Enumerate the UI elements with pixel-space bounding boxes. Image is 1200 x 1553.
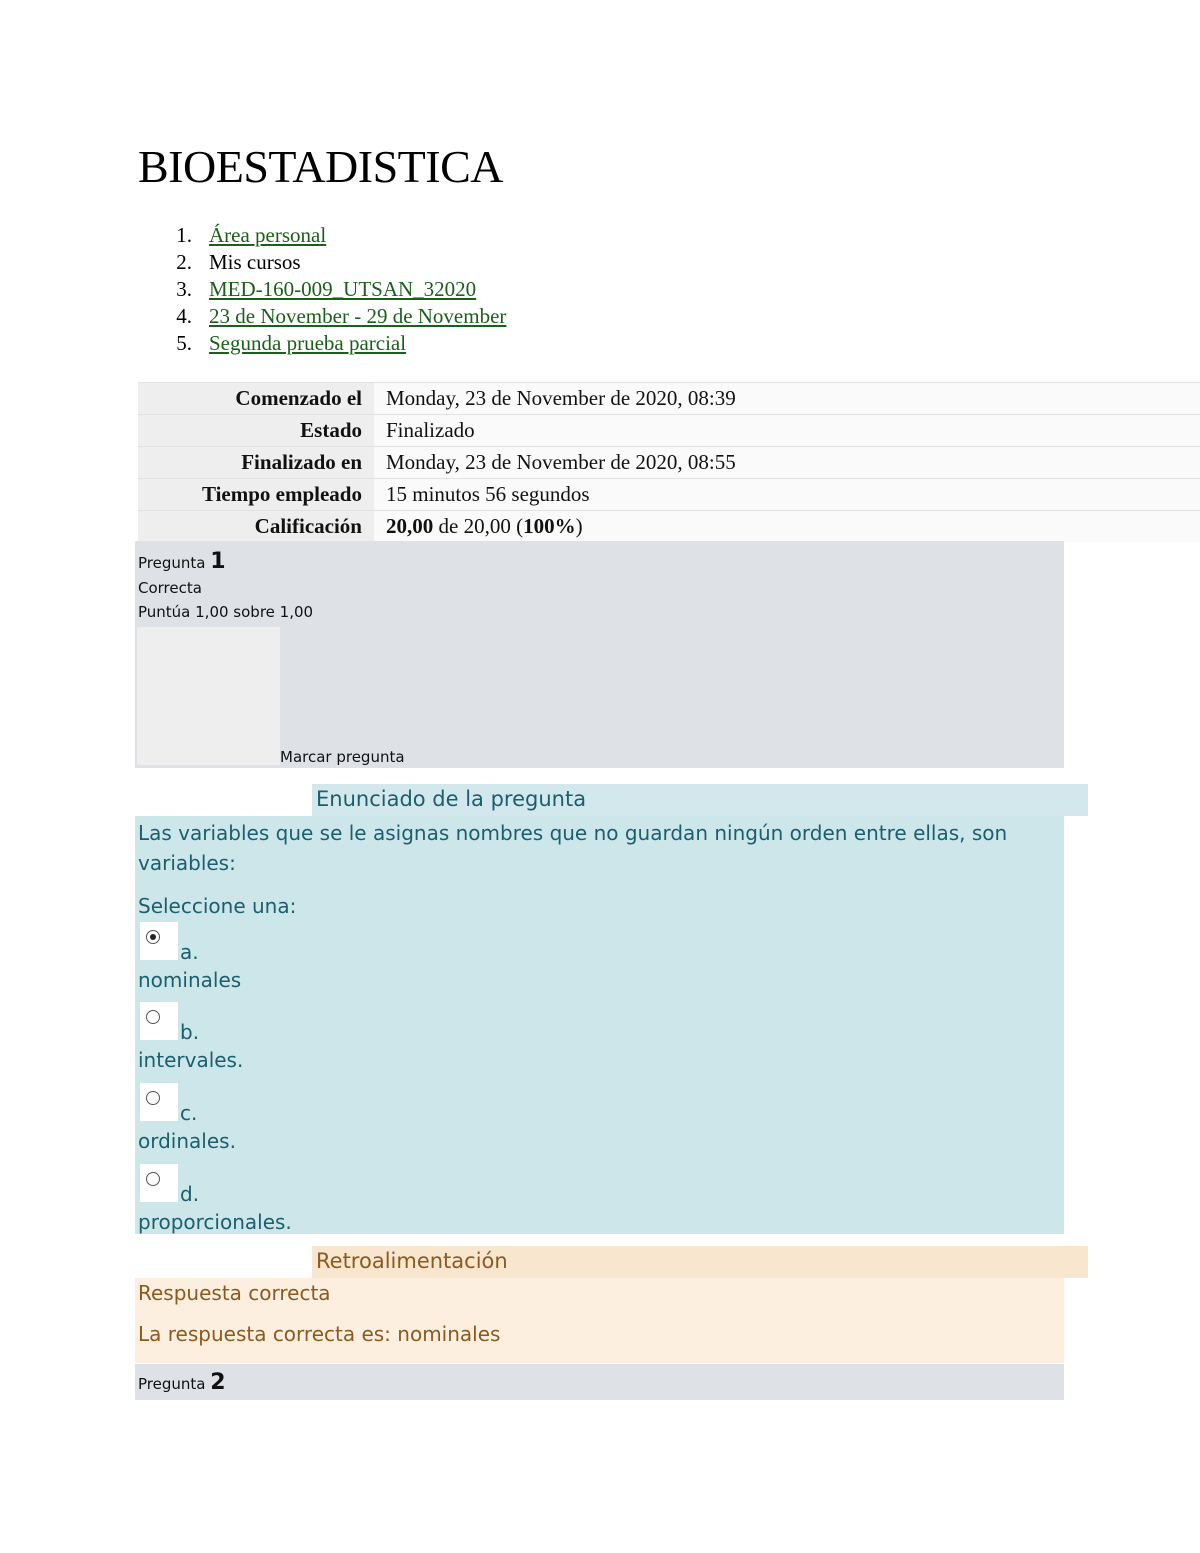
option-text: ordinales. xyxy=(138,1129,236,1153)
question-number: Pregunta 2 xyxy=(138,1370,226,1395)
answer-option-b[interactable] xyxy=(138,1002,738,1077)
feedback-result: Respuesta correcta xyxy=(138,1281,331,1305)
option-text: intervales. xyxy=(138,1048,244,1072)
question-number: Pregunta 1 xyxy=(138,549,226,574)
summary-label: Tiempo empleado xyxy=(138,479,374,511)
radio-unselected-icon xyxy=(146,1091,160,1105)
summary-value xyxy=(374,511,1200,543)
radio-button[interactable] xyxy=(140,1164,178,1202)
option-letter: d. xyxy=(180,1182,200,1206)
question-grade: Puntúa 1,00 sobre 1,00 xyxy=(138,603,314,621)
answer-option-c[interactable] xyxy=(138,1083,738,1158)
radio-unselected-icon xyxy=(146,1010,160,1024)
feedback-panel xyxy=(135,1278,1064,1363)
question-text: Las variables que se le asignas nombres que no guardan ningún orden entre ellas, son variables: xyxy=(138,821,1008,875)
page-title: BIOESTADISTICA xyxy=(138,141,503,192)
breadcrumb-link-course[interactable]: MED-160-009_UTSAN_32020 xyxy=(209,277,477,301)
summary-value: 15 minutos 56 segundos xyxy=(374,479,1200,511)
breadcrumb-item-area-personal: 1. Área personal xyxy=(176,223,327,247)
question-1-content xyxy=(135,816,1064,1234)
radio-unselected-icon xyxy=(146,1172,160,1186)
summary-label: Comenzado el xyxy=(138,383,374,415)
breadcrumb-link-area-personal[interactable]: Área personal xyxy=(209,223,327,247)
summary-label: Finalizado en xyxy=(138,447,374,479)
summary-row-time xyxy=(138,479,1200,511)
grade-percent: 100% xyxy=(523,514,576,538)
question-2-info xyxy=(135,1364,1064,1400)
breadcrumb xyxy=(138,222,506,357)
summary-row-grade xyxy=(138,511,1200,543)
summary-row-finished xyxy=(138,447,1200,479)
feedback-header: Retroalimentación xyxy=(312,1246,1088,1278)
breadcrumb-item-quiz: 5. Segunda prueba parcial xyxy=(176,331,407,355)
breadcrumb-item-week: 4. 23 de November - 29 de November xyxy=(176,304,507,328)
feedback-correct-answer: La respuesta correcta es: nominales xyxy=(138,1322,501,1346)
question-1-info xyxy=(135,541,1064,768)
radio-button[interactable] xyxy=(140,1002,178,1040)
summary-value: Monday, 23 de November de 2020, 08:39 xyxy=(374,383,1200,415)
breadcrumb-item-mis-cursos: 2. Mis cursos xyxy=(176,250,301,274)
question-state: Correcta xyxy=(138,579,202,597)
grade-of: de 20,00 ( xyxy=(433,514,524,538)
summary-value: Finalizado xyxy=(374,415,1200,447)
flag-icon xyxy=(137,627,280,765)
option-letter: a. xyxy=(180,940,199,964)
option-text: proporcionales. xyxy=(138,1210,292,1234)
summary-label: Calificación xyxy=(138,511,374,543)
summary-label: Estado xyxy=(138,415,374,447)
flag-question-link[interactable]: Marcar pregunta xyxy=(280,748,405,766)
attempt-summary-table xyxy=(138,382,1200,542)
summary-row-started xyxy=(138,383,1200,415)
summary-row-state xyxy=(138,415,1200,447)
answer-option-d[interactable] xyxy=(138,1164,738,1239)
question-text-header: Enunciado de la pregunta xyxy=(312,784,1088,816)
radio-button[interactable] xyxy=(140,922,178,960)
grade-close: ) xyxy=(575,514,583,538)
radio-selected-icon xyxy=(146,930,160,944)
breadcrumb-link-quiz[interactable]: Segunda prueba parcial xyxy=(209,331,407,355)
answer-option-a[interactable] xyxy=(138,922,738,997)
breadcrumb-item-course: 3. MED-160-009_UTSAN_32020 xyxy=(176,277,477,301)
summary-value: Monday, 23 de November de 2020, 08:55 xyxy=(374,447,1200,479)
option-letter: b. xyxy=(180,1020,200,1044)
radio-button[interactable] xyxy=(140,1083,178,1121)
breadcrumb-text-mis-cursos: Mis cursos xyxy=(209,250,301,274)
breadcrumb-link-week[interactable]: 23 de November - 29 de November xyxy=(209,304,507,328)
option-text: nominales xyxy=(138,968,242,992)
select-prompt: Seleccione una: xyxy=(138,894,297,918)
option-letter: c. xyxy=(180,1101,198,1125)
grade-score: 20,00 xyxy=(386,514,434,538)
